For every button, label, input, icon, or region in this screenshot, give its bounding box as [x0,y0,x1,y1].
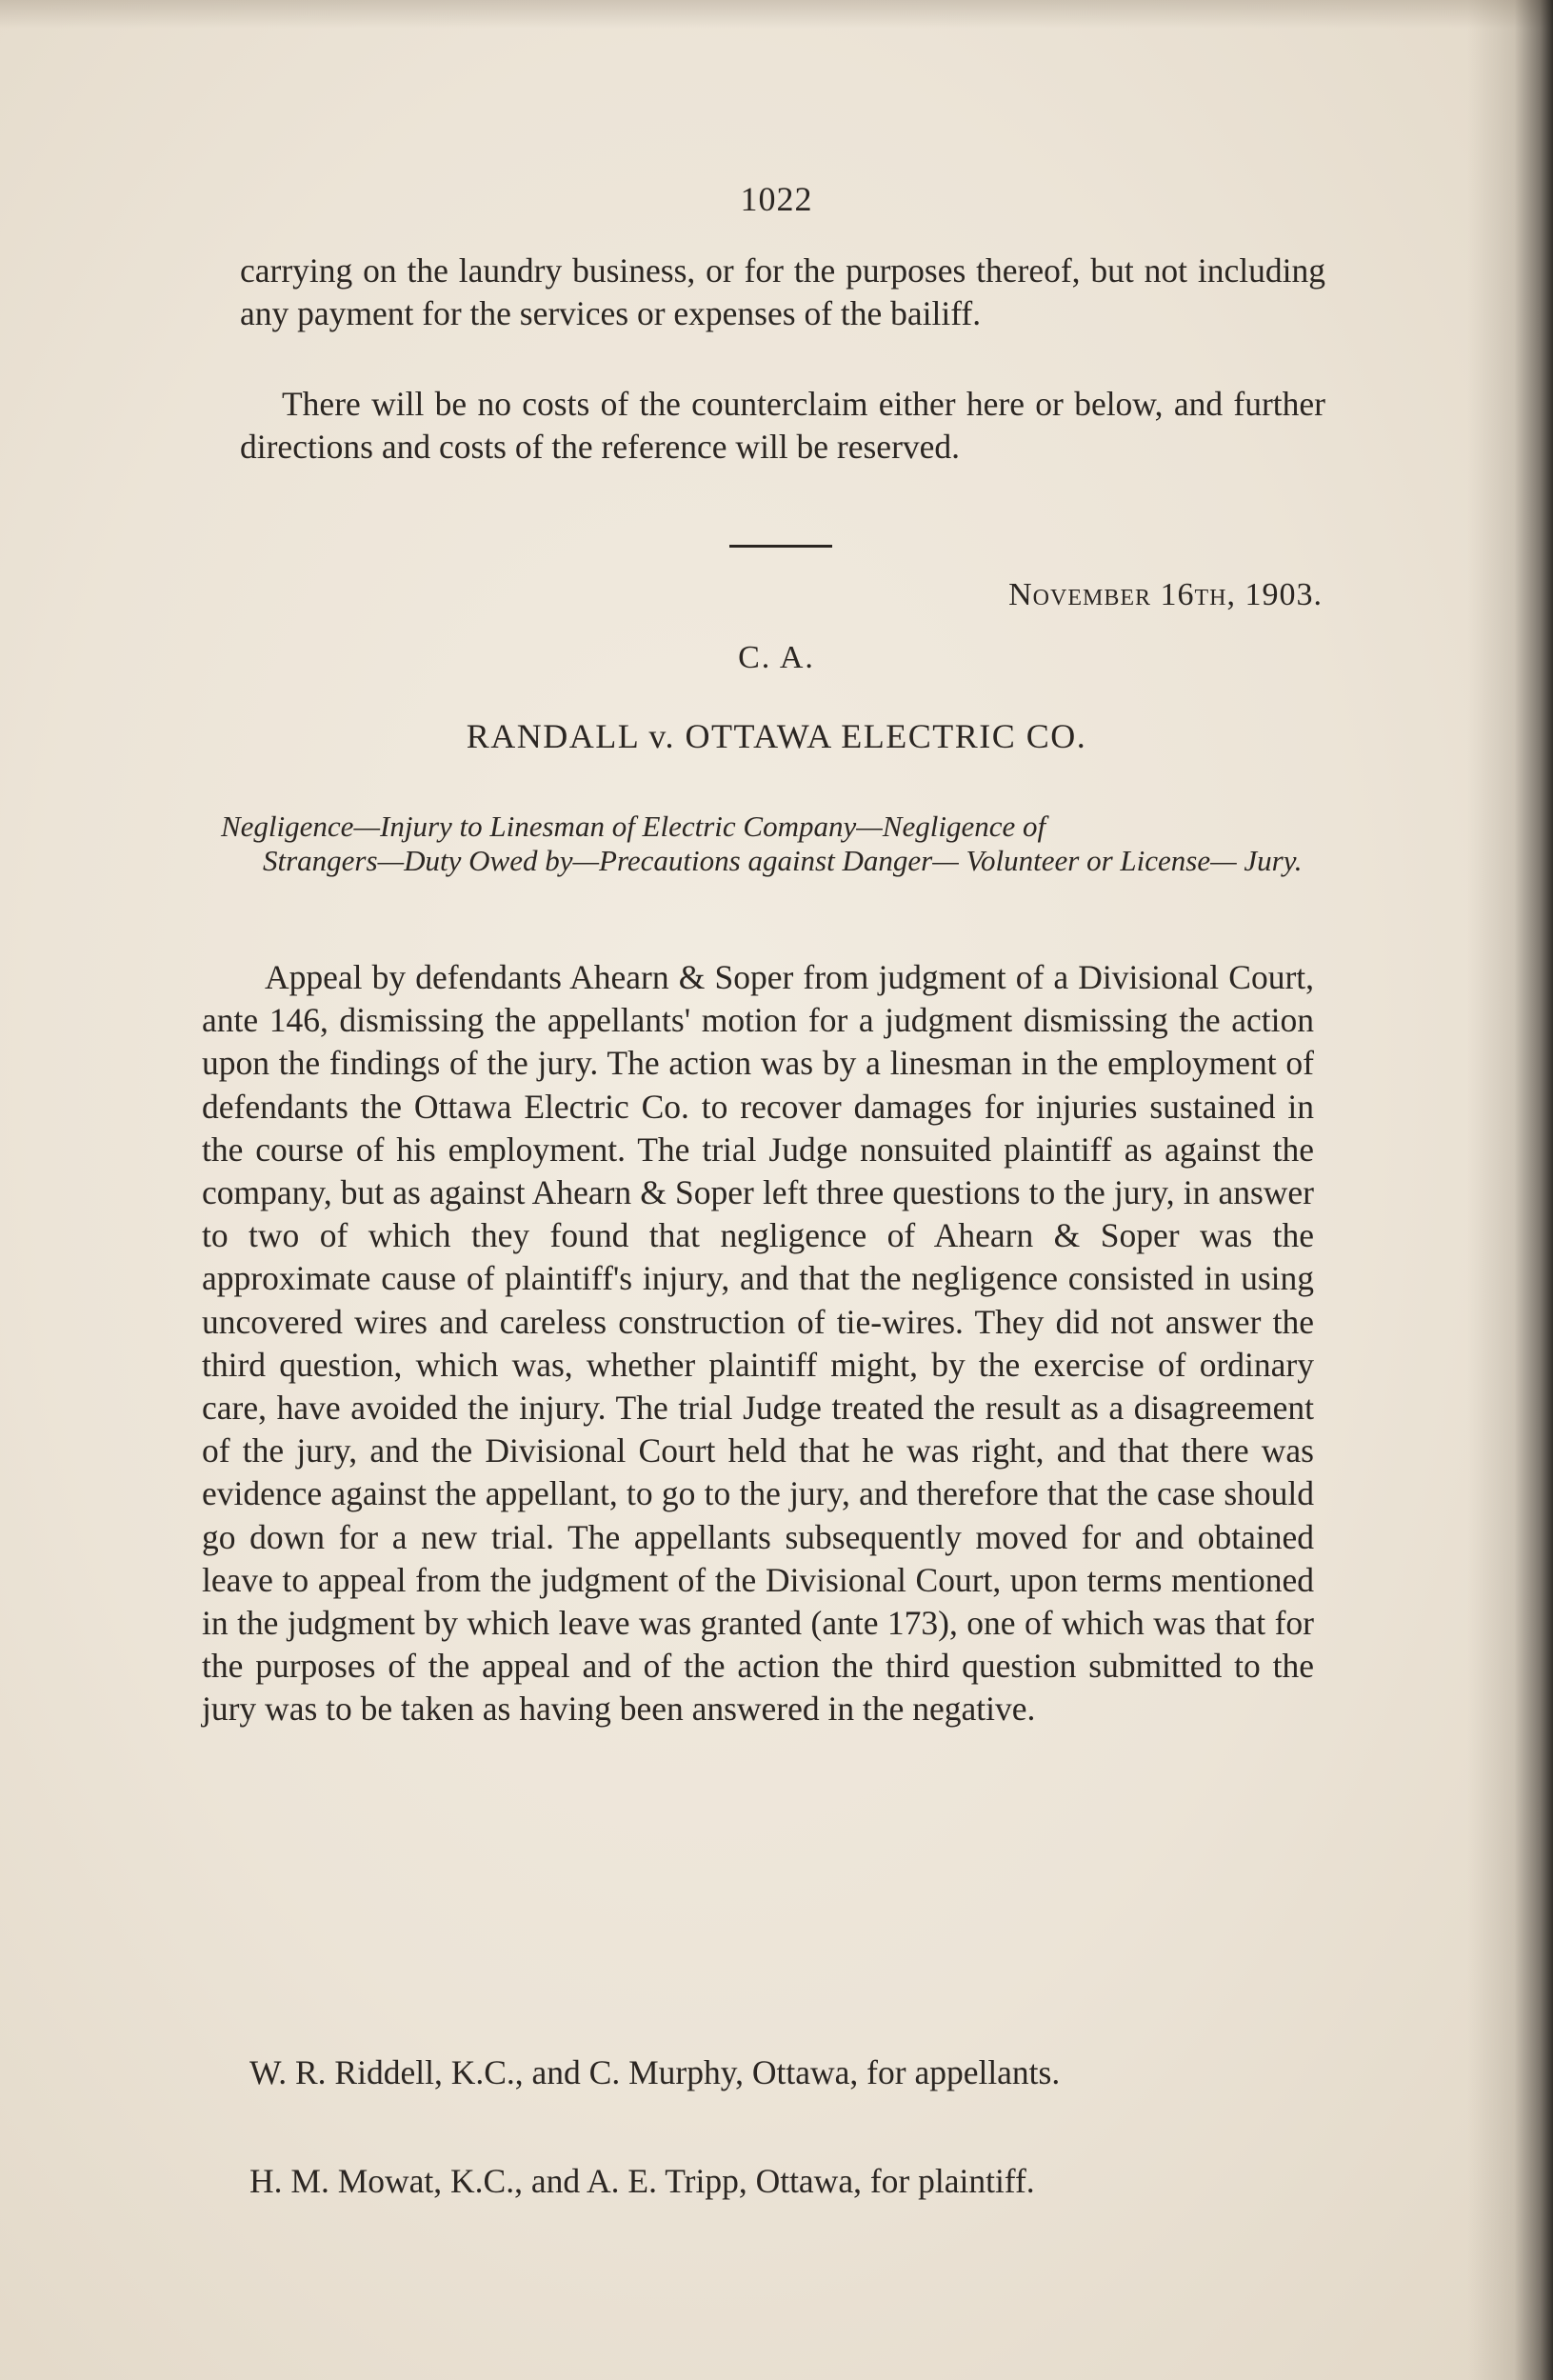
book-spine-shadow [1467,0,1553,2380]
page-number: 1022 [740,180,813,218]
counsel-appellants: W. R. Riddell, K.C., and C. Murphy, Ottawa, for appellants. [249,2053,1061,2091]
section-divider-rule [729,545,832,548]
page-top-shadow [0,0,1553,29]
case-headnote [221,810,1325,878]
case-title: RANDALL v. OTTAWA ELECTRIC CO. [466,717,1087,755]
court-abbreviation: C. A. [738,640,815,675]
previous-case-paragraph-1: carrying on the laundry business, or for the purposes thereof, but not including any payment for the services or expenses of the bailiff. [240,251,1325,332]
case-statement: Appeal by defendants Ahearn & Soper from judgment of a Divisional Court, ante 146, dismissing the appellants' motion for a judgment dismissing the action upon the findings of the jury. The action was by a linesman in the employment of defendants the Ottawa Electric Co. to recover damages for injuries sustained in the course of his employment. The trial Judge nonsuited plaintiff as against the company, but as against Ahearn & Soper left three questions to the jury, in answer to two of which they found that negligence of Ahearn & Soper was the approximate cause of plaintiff's injury, and that the negligence consisted in using uncovered wires and careless construction of tie-wires. They did not answer the third question, which was, whether plaintiff might, by the exercise of ordinary care, have avoided the injury. The trial Judge treated the result as a disagreement of the jury, and the Divisional Court held that he was right, and that there was evidence against the appellant, to go to the jury, and therefore that the case should go down for a new trial. The appellants subsequently moved for and obtained leave to appeal from the judgment of the Divisional Court, upon terms mentioned in the judgment by which leave was granted (ante 173), one of which was that for the purposes of the appeal and of the action the third question submitted to the jury was to be taken as having been answered in the negative. [202,958,1314,1729]
counsel-plaintiff: H. M. Mowat, K.C., and A. E. Tripp, Ottawa, for plaintiff. [249,2162,1035,2200]
case-date: November 16th, 1903. [1008,577,1323,612]
previous-case-paragraph-2: There will be no costs of the counterclaim either here or below, and further directions and costs of the reference will be reserved. [240,385,1325,466]
headnote-line-rest: Strangers—Duty Owed by—Precautions against Danger— Volunteer or License— Jury. [263,844,1303,877]
headnote-line-first: Negligence—Injury to Linesman of Electric Company—Negligence of [221,810,1046,843]
